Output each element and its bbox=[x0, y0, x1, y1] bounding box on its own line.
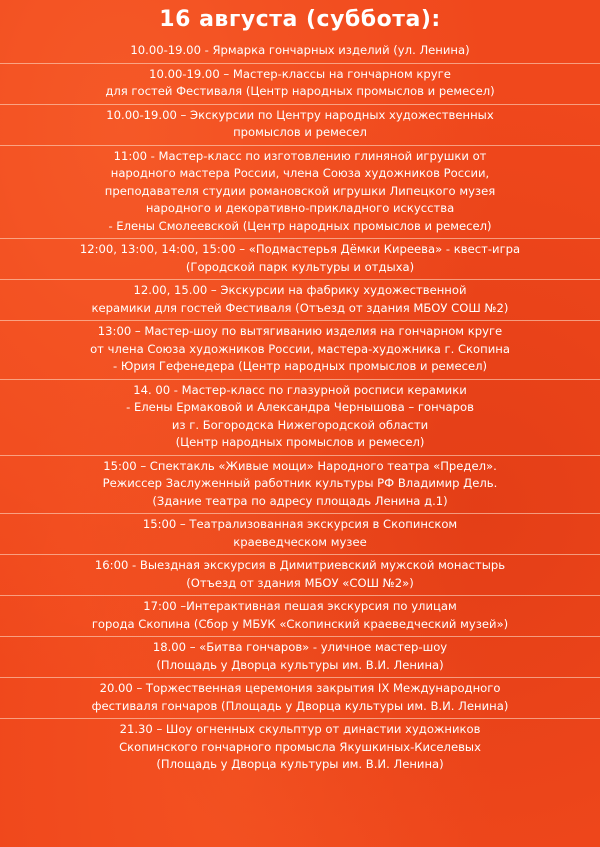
schedule-entry-line: 10.00-19.00 - Ярмарка гончарных изделий (ул. Ленина) bbox=[130, 43, 470, 57]
schedule-entry-line: 14. 00 - Мастер-класс по глазурной росписи керамики bbox=[133, 382, 467, 397]
schedule-entry bbox=[0, 637, 600, 678]
schedule-entry bbox=[0, 64, 600, 105]
schedule-entry bbox=[0, 105, 600, 146]
schedule-entry-line: 12:00, 13:00, 14:00, 15:00 – «Подмастерья Дёмки Киреева» - квест-игра bbox=[79, 242, 521, 256]
schedule-entry bbox=[0, 456, 600, 515]
schedule-entry-line: народного мастера России, члена Союза художников России, bbox=[110, 166, 490, 180]
schedule-entry bbox=[0, 719, 600, 777]
schedule-entry-line: (Отъезд от здания МБОУ «СОШ №2») bbox=[186, 575, 414, 590]
schedule-entry bbox=[0, 514, 600, 555]
schedule-entry bbox=[0, 146, 600, 240]
page-title: 16 августа (суббота): bbox=[159, 7, 441, 32]
schedule-entry-line: народного и декоративно-прикладного искусства bbox=[145, 201, 455, 215]
schedule-entry-line: Скопинского гончарного промысла Якушкиных-Киселевых bbox=[119, 739, 481, 754]
schedule-entry-line: 16:00 - Выездная экскурсия в Димитриевский мужской монастырь bbox=[94, 558, 506, 572]
schedule-entry-line: керамики для гостей Фестиваля (Отъезд от здания МБОУ СОШ №2) bbox=[91, 300, 509, 315]
schedule-entry bbox=[0, 40, 600, 64]
schedule-entry-line: фестиваля гончаров (Площадь у Дворца культуры им. В.И. Ленина) bbox=[91, 698, 509, 713]
schedule-entry-line: Режиссер Заслуженный работник культуры РФ Владимир Дель. bbox=[102, 476, 498, 490]
schedule-entry-line: (Здание театра по адресу площадь Ленина д.1) bbox=[152, 493, 448, 508]
schedule-entry bbox=[0, 555, 600, 596]
schedule-entry-line: 17:00 –Интерактивная пешая экскурсия по улицам bbox=[143, 599, 457, 613]
schedule-entry-line: 15:00 – Театрализованная экскурсия в Скопинском bbox=[142, 517, 458, 531]
schedule-entry bbox=[0, 380, 600, 456]
schedule-entry-line: 10.00-19.00 – Мастер-классы на гончарном круге bbox=[149, 66, 451, 81]
schedule-entry-line: 18.00 – «Битва гончаров» - уличное мастер-шоу bbox=[152, 640, 448, 654]
schedule-entry-line: 15:00 – Спектакль «Живые мощи» Народного театра «Предел». bbox=[103, 458, 497, 473]
schedule-entry-line: (Центр народных промыслов и ремесел) bbox=[175, 435, 425, 449]
schedule-entry-line: из г. Богородска Нижегородской области bbox=[171, 417, 429, 432]
schedule-entry bbox=[0, 596, 600, 637]
schedule-entry-line: 10.00-19.00 – Экскурсии по Центру народных художественных bbox=[106, 107, 494, 122]
schedule-entry-line: 13:00 – Мастер-шоу по вытягиванию изделия на гончарном круге bbox=[97, 324, 503, 338]
schedule-entry-line: для гостей Фестиваля (Центр народных промыслов и ремесел) bbox=[105, 84, 495, 98]
schedule-entry-line: краеведческом музее bbox=[233, 534, 367, 549]
schedule-entry bbox=[0, 239, 600, 280]
schedule-entry-line: 21.30 – Шоу огненных скульптур от династии художников bbox=[119, 722, 481, 736]
schedule-entry bbox=[0, 321, 600, 380]
schedule-entry-line: - Елены Смолеевской (Центр народных промыслов и ремесел) bbox=[108, 218, 492, 233]
schedule-entry-line: (Городской парк культуры и отдыха) bbox=[185, 259, 415, 274]
schedule-entry bbox=[0, 678, 600, 719]
schedule-entry-line: от члена Союза художников России, мастера-художника г. Скопина bbox=[90, 341, 510, 356]
schedule-entry-line: промыслов и ремесел bbox=[233, 125, 367, 139]
schedule-entry-line: (Площадь у Дворца культуры им. В.И. Ленина) bbox=[156, 757, 444, 771]
schedule-entry bbox=[0, 280, 600, 321]
schedule-entry-line: 20.00 – Торжественная церемония закрытия IX Международного bbox=[99, 681, 501, 695]
schedule-entry-line: города Скопина (Сбор у МБУК «Скопинский краеведческий музей») bbox=[91, 616, 509, 631]
schedule-entry-line: 12.00, 15.00 – Экскурсии на фабрику художественной bbox=[133, 283, 467, 297]
schedule-entry-line: (Площадь у Дворца культуры им. В.И. Ленина) bbox=[156, 657, 444, 672]
schedule-entry-line: преподавателя студии романовской игрушки Липецкого музея bbox=[104, 183, 496, 198]
schedule-list bbox=[0, 40, 600, 777]
schedule-entry-line: - Елены Ермаковой и Александра Чернышова – гончаров bbox=[126, 400, 474, 414]
schedule-entry-line: - Юрия Гефенедера (Центр народных промыслов и ремесел) bbox=[112, 359, 488, 373]
schedule-entry-line: 11:00 - Мастер-класс по изготовлению глиняной игрушки от bbox=[113, 148, 487, 163]
